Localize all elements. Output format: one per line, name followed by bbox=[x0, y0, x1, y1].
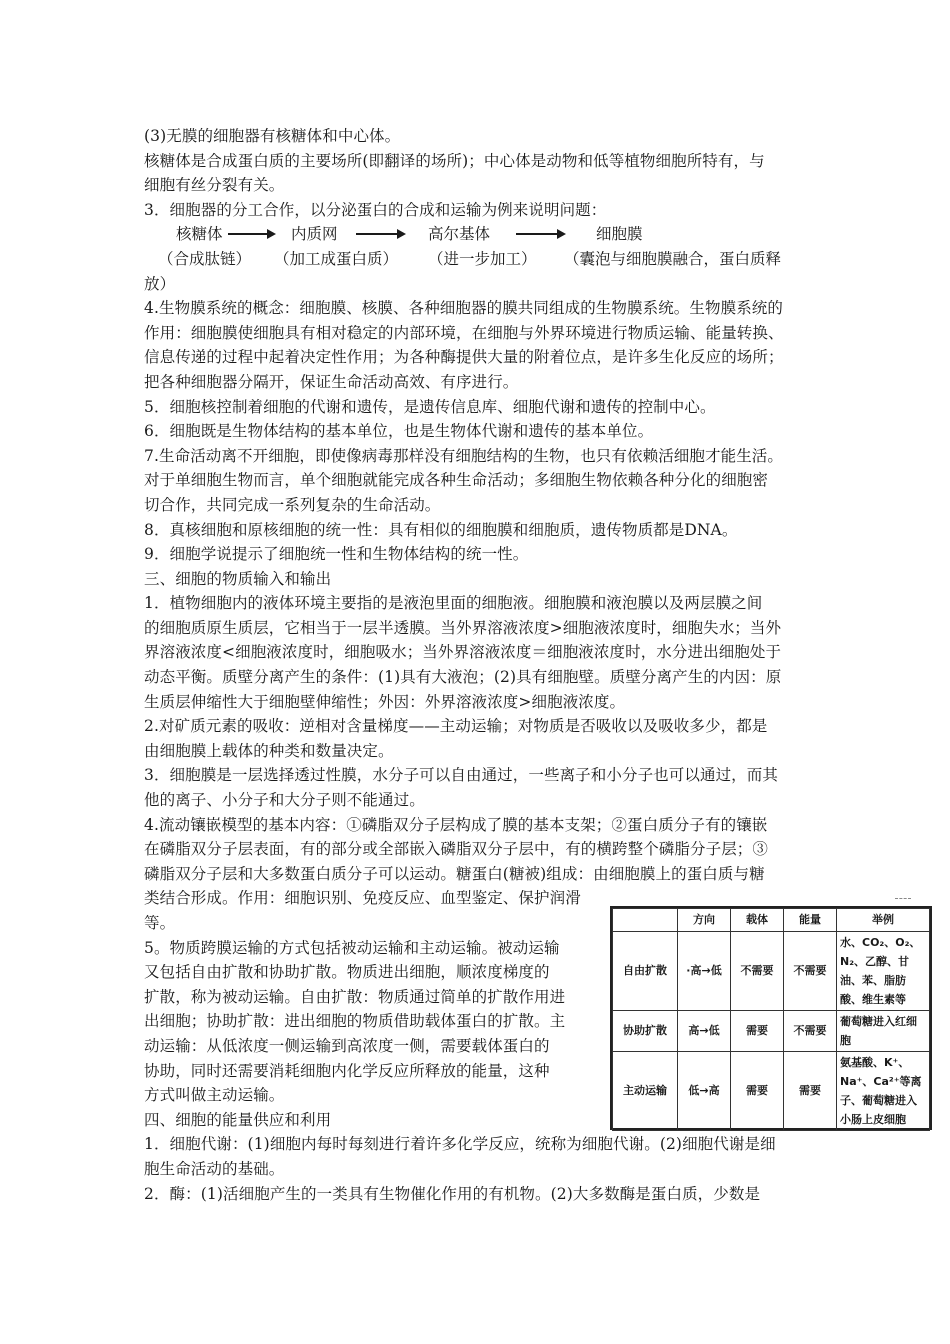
table-row bbox=[613, 1011, 930, 1052]
table-cell: 协助扩散 bbox=[613, 1011, 678, 1052]
flow-node-golgi: 高尔基体 bbox=[428, 225, 491, 244]
table-cell: 低→高 bbox=[678, 1052, 731, 1131]
table-row bbox=[613, 932, 930, 1011]
table-cell: ·高→低 bbox=[678, 932, 731, 1011]
paragraph-line: (3)无膜的细胞器有核糖体和中心体。 bbox=[144, 127, 401, 145]
paragraph-line: 4.生物膜系统的概念：细胞膜、核膜、各种细胞器的膜共同组成的生物膜系统。生物膜系统的 bbox=[144, 299, 783, 318]
text-beside-table bbox=[144, 886, 599, 1107]
paragraph-line: 他的离子、小分子和大分子则不能通过。 bbox=[144, 791, 425, 810]
paragraph-line: 2.对矿质元素的吸收：逆相对含量梯度——主动运输；对物质是否吸收以及吸收多少，都是 bbox=[144, 717, 768, 736]
table-cell: 不需要 bbox=[731, 932, 784, 1011]
paragraph-line: 由细胞膜上载体的种类和数量决定。 bbox=[144, 741, 394, 760]
secretion-flow-diagram bbox=[144, 222, 824, 247]
flow-arrow bbox=[516, 233, 558, 235]
paragraph-line: 方式叫做主动运输。 bbox=[144, 1086, 285, 1105]
paragraph-line: 等。 bbox=[144, 914, 176, 932]
paragraph-line: 出细胞；协助扩散：进出细胞的物质借助载体蛋白的扩散。主 bbox=[144, 1012, 566, 1031]
paragraph-line: 动运输：从低浓度一侧运输到高浓度一侧，需要载体蛋白的 bbox=[144, 1036, 550, 1055]
paragraph-line: 5．细胞核控制着细胞的代谢和遗传，是遗传信息库、细胞代谢和遗传的控制中心。 bbox=[144, 397, 716, 416]
paragraph-line: 协助，同时还需要消耗细胞内化学反应所释放的能量，这种 bbox=[144, 1061, 550, 1080]
flow-node-ribosome: 核糖体 bbox=[176, 225, 223, 244]
table-cell: 葡萄糖进入红细胞 bbox=[837, 1011, 930, 1052]
table-header-cell: 举例 bbox=[837, 909, 930, 932]
paragraph-line: 5。物质跨膜运输的方式包括被动运输和主动运输。被动运输 bbox=[144, 938, 560, 957]
paragraph-line: 在磷脂双分子层表面，有的部分或全部嵌入磷脂双分子层中，有的横跨整个磷脂分子层；③ bbox=[144, 840, 769, 859]
table-header-cell: 载体 bbox=[731, 909, 784, 932]
paragraph-line: 9．细胞学说提示了细胞统一性和生物体结构的统一性。 bbox=[144, 545, 529, 564]
paragraph-line: 4.流动镶嵌模型的基本内容：①磷脂双分子层构成了膜的基本支架；②蛋白质分子有的镶嵌 bbox=[144, 815, 768, 834]
flow-note: （合成肽链） bbox=[158, 249, 252, 268]
table-cell: 水、CO₂、O₂、N₂、乙醇、甘油、苯、脂肪酸、维生素等 bbox=[837, 932, 930, 1011]
table-row bbox=[613, 1052, 930, 1131]
paragraph-line: 的细胞质原生质层，它相当于一层半透膜。当外界溶液浓度>细胞液浓度时，细胞失水；当外 bbox=[144, 618, 782, 637]
table-cell: 不需要 bbox=[784, 1011, 837, 1052]
paragraph-line: 1．植物细胞内的液体环境主要指的是液泡里面的细胞液。细胞膜和液泡膜以及两层膜之间 bbox=[144, 594, 763, 613]
paragraph-line: 3．细胞器的分工合作，以分泌蛋白的合成和运输为例来说明问题： bbox=[144, 200, 607, 219]
paragraph-line: 类结合形成。作用：细胞识别、免疫反应、血型鉴定、保护润滑 bbox=[144, 889, 581, 908]
flow-note-tail: 放） bbox=[144, 274, 176, 293]
table-cell: 不需要 bbox=[784, 932, 837, 1011]
table-cell: 需要 bbox=[731, 1052, 784, 1131]
table-header-row bbox=[613, 909, 930, 932]
table-cell: 高→低 bbox=[678, 1011, 731, 1052]
paragraph-line: 7.生命活动离不开细胞，即使像病毒那样没有细胞结构的生物，也只有依赖活细胞才能生活。 bbox=[144, 446, 783, 465]
table-cell: 主动运输 bbox=[613, 1052, 678, 1131]
flow-note: （囊泡与细胞膜融合，蛋白质释 bbox=[564, 249, 782, 268]
paragraph-line: 对于单细胞生物而言，单个细胞就能完成各种生命活动；多细胞生物依赖各种分化的细胞密 bbox=[144, 471, 769, 490]
flow-arrow bbox=[228, 233, 268, 235]
paragraph-line: 信息传递的过程中起着决定性作用；为各种酶提供大量的附着位点，是许多生化反应的场所； bbox=[144, 348, 784, 367]
paragraph-line: 胞生命活动的基础。 bbox=[144, 1159, 285, 1178]
paragraph-line: 核糖体是合成蛋白质的主要场所(即翻译的场所)；中心体是动物和低等植物细胞所特有，与 bbox=[144, 151, 765, 170]
table-header-cell: 方向 bbox=[678, 909, 731, 932]
section-heading: 四、细胞的能量供应和利用 bbox=[144, 1110, 332, 1129]
paragraph-line: 6．细胞既是生物体结构的基本单位，也是生物体代谢和遗传的基本单位。 bbox=[144, 422, 654, 441]
paragraph-line: 生质层伸缩性大于细胞壁伸缩性；外因：外界溶液浓度>细胞液浓度。 bbox=[144, 692, 626, 711]
paragraph-line: 作用：细胞膜使细胞具有相对稳定的内部环境，在细胞与外界环境进行物质运输、能量转换、 bbox=[144, 323, 784, 342]
paragraph-line: 动态平衡。质壁分离产生的条件：(1)具有大液泡；(2)具有细胞壁。质壁分离产生的内因：原 bbox=[144, 668, 782, 687]
table-cell: 自由扩散 bbox=[613, 932, 678, 1011]
table-cell: 需要 bbox=[784, 1052, 837, 1131]
paragraph-line: 界溶液浓度<细胞液浓度时，细胞吸水；当外界溶液浓度＝细胞液浓度时，水分进出细胞处于 bbox=[144, 643, 782, 662]
paragraph-line: 把各种细胞器分隔开，保证生命活动高效、有序进行。 bbox=[144, 372, 519, 391]
paragraph-line: 8．真核细胞和原核细胞的统一性：具有相似的细胞膜和细胞质，遗传物质都是DNA。 bbox=[144, 520, 738, 539]
flow-arrow bbox=[356, 233, 398, 235]
paragraph-line: 切合作，共同完成一系列复杂的生命活动。 bbox=[144, 495, 441, 514]
table-cell: 需要 bbox=[731, 1011, 784, 1052]
section-heading: 三、细胞的物质输入和输出 bbox=[144, 569, 332, 588]
paragraph-line: 细胞有丝分裂有关。 bbox=[144, 176, 285, 195]
paragraph-line: 又包括自由扩散和协助扩散。物质进出细胞，顺浓度梯度的 bbox=[144, 963, 550, 982]
flow-node-membrane: 细胞膜 bbox=[596, 225, 643, 244]
paragraph-line: 2．酶：(1)活细胞产生的一类具有生物催化作用的有机物。(2)大多数酶是蛋白质，少数是 bbox=[144, 1184, 761, 1203]
paragraph-line: 扩散，称为被动运输。自由扩散：物质通过简单的扩散作用进 bbox=[144, 987, 566, 1006]
flow-note: （加工成蛋白质） bbox=[274, 249, 399, 268]
table-cell: 氨基酸、K⁺、Na⁺、Ca²⁺等离子、葡萄糖进入小肠上皮细胞 bbox=[837, 1052, 930, 1131]
flow-node-er: 内质网 bbox=[291, 225, 338, 244]
flow-notes bbox=[144, 247, 824, 272]
transport-comparison-table bbox=[610, 906, 932, 1130]
table-header-cell: 能量 bbox=[784, 909, 837, 932]
table-header-cell bbox=[613, 909, 678, 932]
paragraph-line: 3．细胞膜是一层选择透过性膜，水分子可以自由通过，一些离子和小分子也可以通过，而其 bbox=[144, 766, 778, 785]
paragraph-line: 1．细胞代谢：(1)细胞内每时每刻进行着许多化学反应，统称为细胞代谢。(2)细胞代谢是细 bbox=[144, 1135, 776, 1154]
paragraph-line: 磷脂双分子层和大多数蛋白质分子可以运动。糖蛋白(糖被)组成：由细胞膜上的蛋白质与糖 bbox=[144, 864, 765, 883]
scan-mark bbox=[895, 898, 911, 901]
flow-note: （进一步加工） bbox=[428, 249, 537, 268]
